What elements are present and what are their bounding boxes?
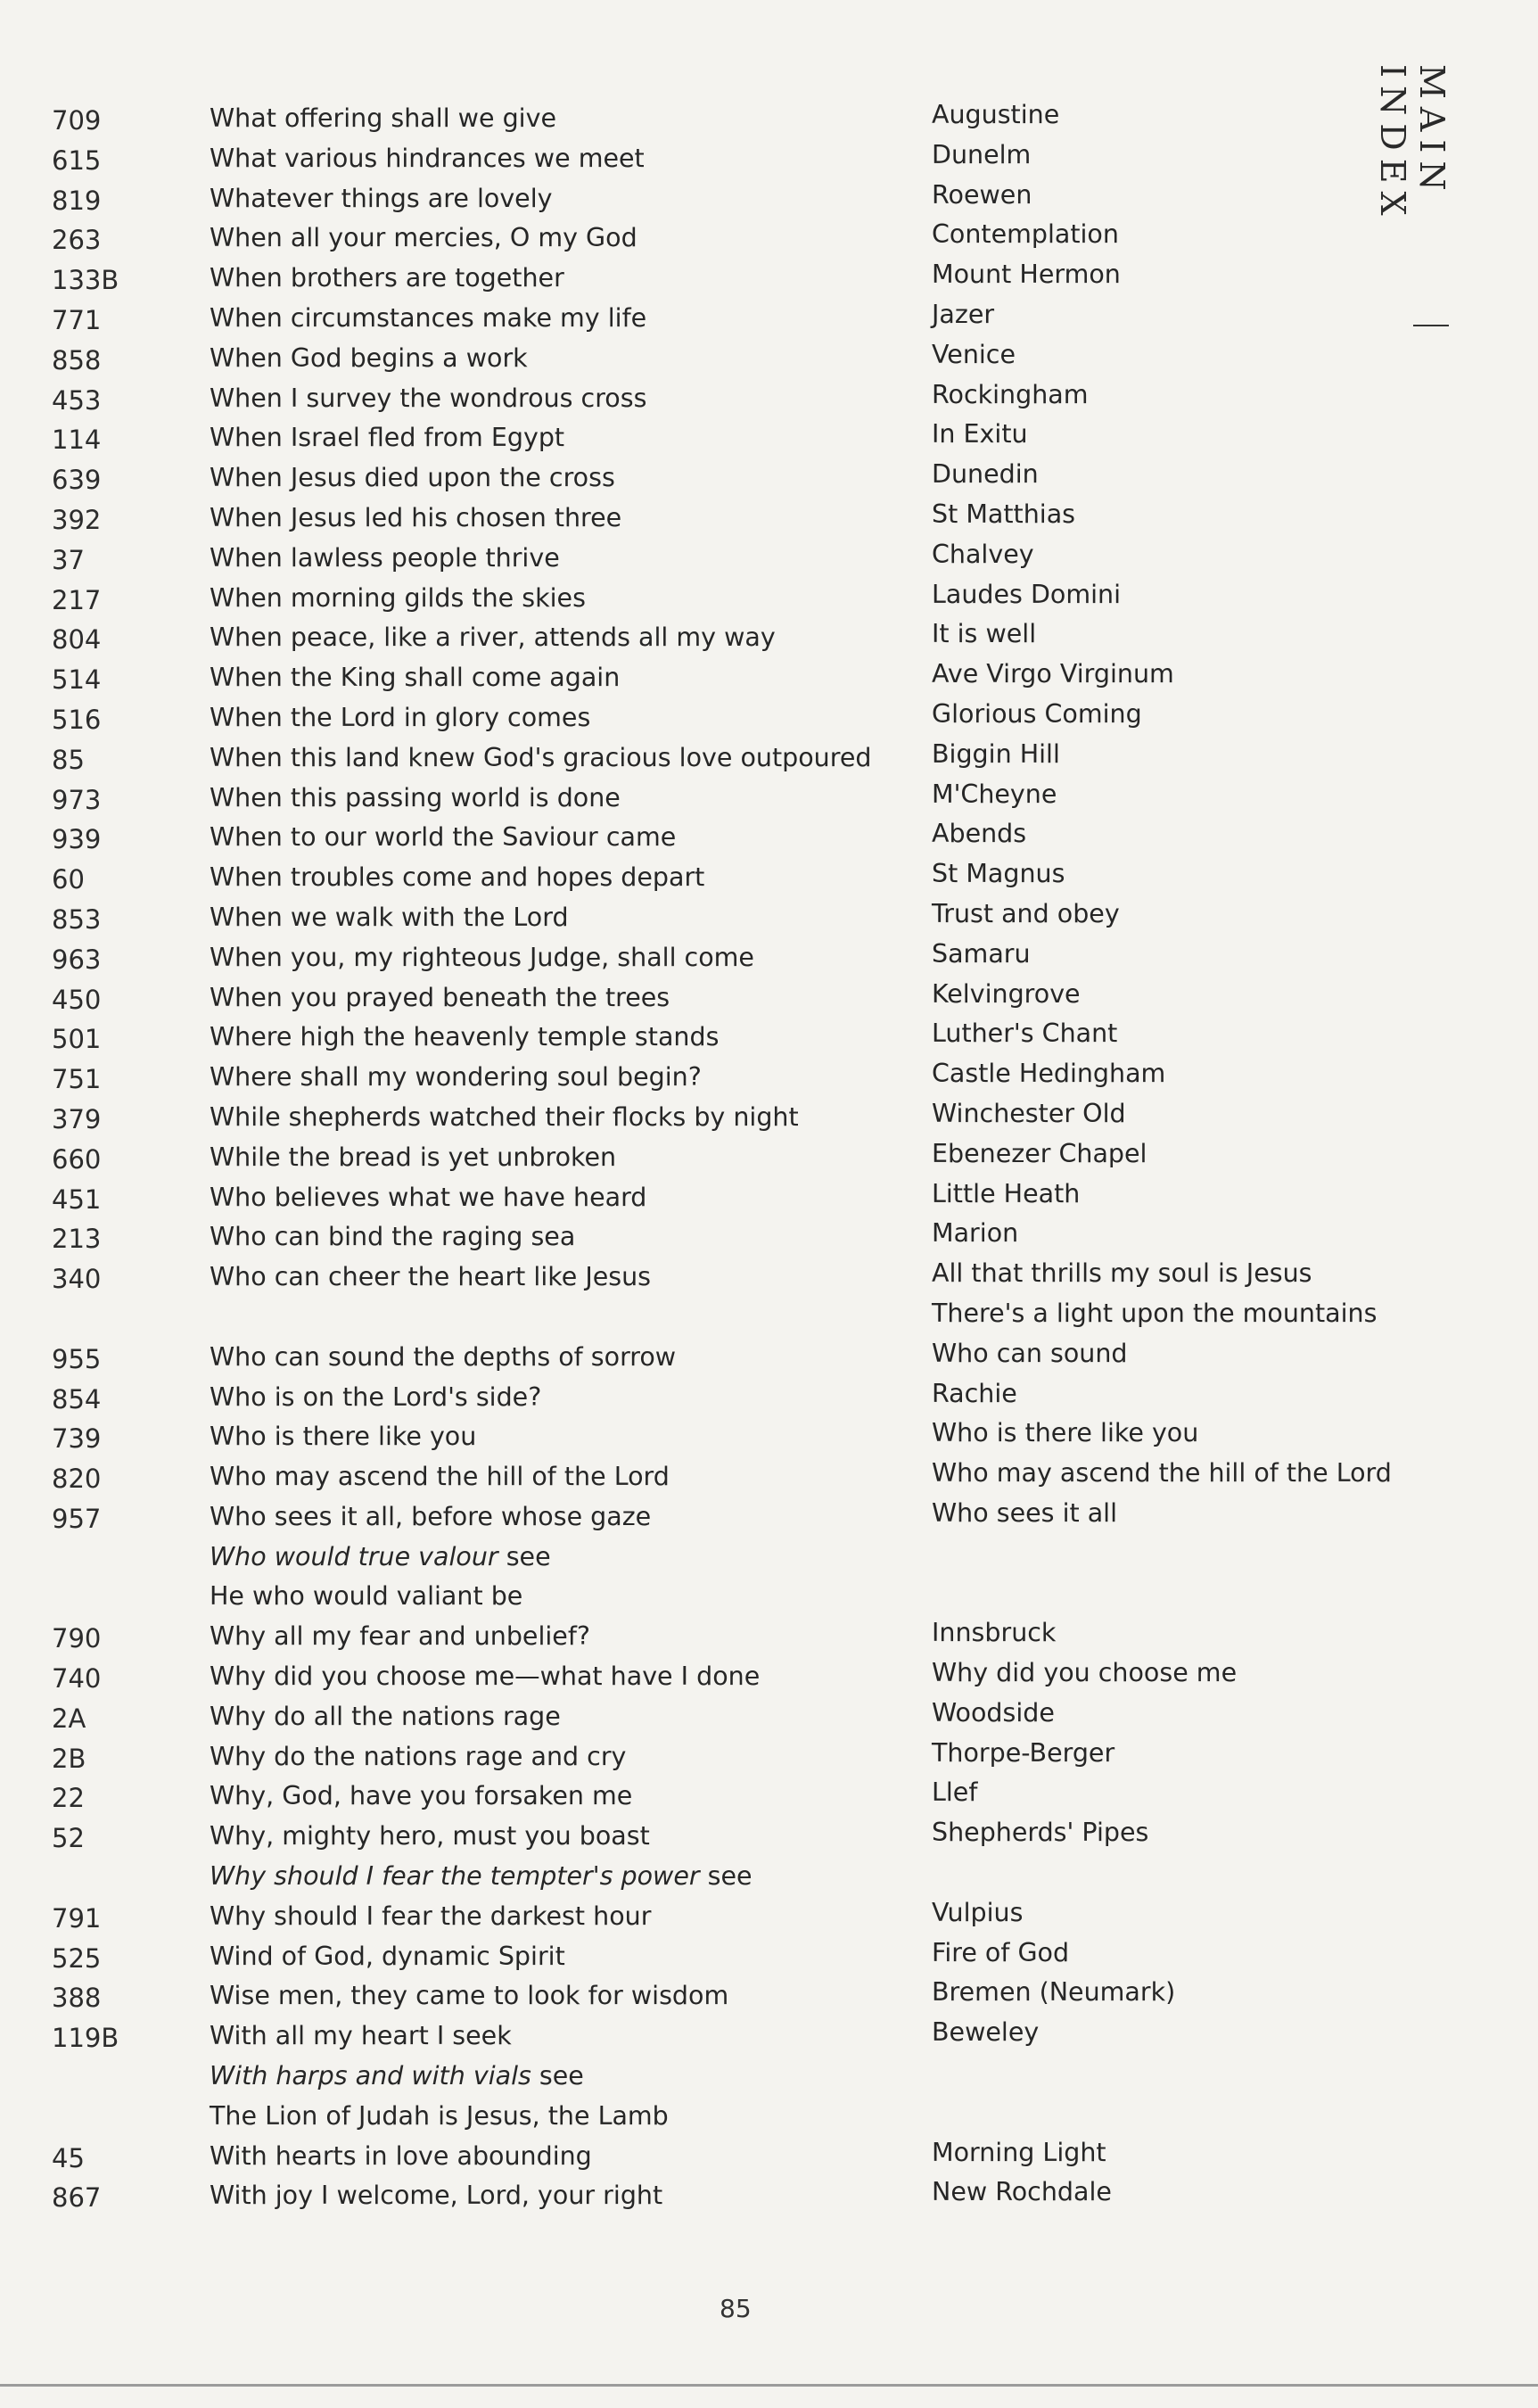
index-entry	[0, 580, 1538, 620]
tune-name: Rachie	[932, 1378, 1017, 1408]
hymn-number: 501	[52, 1024, 102, 1055]
index-entry	[0, 1858, 1538, 1898]
tune-name: Contemplation	[932, 219, 1119, 250]
first-line	[210, 1861, 753, 1891]
tune-name: Woodside	[932, 1697, 1055, 1728]
hymn-number: 740	[52, 1663, 102, 1695]
index-entry	[0, 1339, 1538, 1379]
tune-name: Shepherds' Pipes	[932, 1818, 1149, 1848]
index-entry	[0, 739, 1538, 779]
hymn-number: 854	[52, 1383, 102, 1414]
tune-name: Laudes Domini	[932, 579, 1121, 609]
tune-name: Augustine	[932, 100, 1060, 129]
index-entries	[0, 100, 1538, 2217]
tune-name: Morning Light	[932, 2137, 1106, 2167]
first-line: When to our world the Saviour came	[210, 822, 677, 853]
hymn-number: 819	[52, 185, 102, 216]
tune-name: Bremen (Neumark)	[932, 1977, 1176, 2008]
tune-name: Who sees it all	[932, 1497, 1118, 1528]
index-entry	[0, 1538, 1538, 1579]
tune-name: Ave Virgo Virginum	[932, 659, 1174, 689]
hymn-number: 340	[52, 1264, 102, 1295]
tune-name: Marion	[932, 1218, 1019, 1249]
tune-name: Glorious Coming	[932, 698, 1142, 729]
tune-name: Roewen	[932, 179, 1032, 210]
tune-name: Fire of God	[932, 1937, 1070, 1967]
page-edge	[0, 2384, 1538, 2387]
cross-reference-line: Why should I fear the tempter's power	[210, 1861, 700, 1892]
tune-name: There's a light upon the mountains	[932, 1298, 1378, 1328]
index-entry	[0, 140, 1538, 180]
first-line: Why, mighty hero, must you boast	[210, 1821, 650, 1851]
tune-name: M'Cheyne	[932, 779, 1057, 809]
first-line: Where shall my wondering soul begin?	[210, 1062, 702, 1093]
first-line: Who believes what we have heard	[210, 1182, 647, 1212]
see-reference: see	[498, 1541, 551, 1571]
hymn-number: 790	[52, 1623, 102, 1654]
tune-name: Who may ascend the hill of the Lord	[932, 1458, 1392, 1489]
hymn-number: 639	[52, 465, 102, 496]
hymn-number: 955	[52, 1343, 102, 1374]
index-entry	[0, 2098, 1538, 2138]
hymn-number: 525	[52, 1942, 102, 1974]
index-entry	[0, 1938, 1538, 1978]
first-line: When peace, like a river, attends all my way	[210, 623, 776, 653]
first-line: When we walk with the Lord	[210, 902, 569, 932]
hymn-number: 791	[52, 1902, 102, 1934]
first-line: Why do all the nations rage	[210, 1701, 561, 1731]
hymn-number: 379	[52, 1103, 102, 1134]
index-entry	[0, 819, 1538, 859]
hymn-number: 615	[52, 144, 102, 176]
tune-name: Dunedin	[932, 459, 1039, 490]
hymn-number: 22	[52, 1783, 85, 1814]
tune-name: Trust and obey	[932, 898, 1120, 928]
index-entry	[0, 1898, 1538, 1938]
see-reference: see	[530, 2061, 584, 2091]
index-entry	[0, 1299, 1538, 1339]
hymn-number: 263	[52, 225, 102, 256]
tune-name: Llef	[932, 1777, 978, 1808]
index-entry	[0, 1099, 1538, 1139]
first-line: When lawless people thrive	[210, 542, 560, 573]
tune-name: Rockingham	[932, 379, 1089, 409]
first-line: When Jesus led his chosen three	[210, 502, 622, 532]
index-entry	[0, 1578, 1538, 1618]
tune-name: New Rochdale	[932, 2177, 1112, 2207]
index-entry	[0, 1258, 1538, 1299]
first-line: Who can sound the depths of sorrow	[210, 1341, 677, 1372]
index-entry	[0, 1977, 1538, 2017]
index-entry	[0, 540, 1538, 580]
first-line: When Jesus died upon the cross	[210, 463, 615, 493]
first-line: Wind of God, dynamic Spirit	[210, 1941, 565, 1971]
first-line: Why, God, have you forsaken me	[210, 1781, 633, 1811]
hymn-number: 858	[52, 344, 102, 375]
tune-name: Dunelm	[932, 139, 1032, 169]
index-entry	[0, 659, 1538, 699]
hymn-number: 751	[52, 1064, 102, 1095]
cross-reference-line: With harps and with vials	[210, 2061, 531, 2091]
index-entry	[0, 1179, 1538, 1219]
index-entry	[0, 779, 1538, 820]
index-entry	[0, 859, 1538, 899]
tune-name: Chalvey	[932, 539, 1034, 569]
first-line: Why all my fear and unbelief?	[210, 1621, 590, 1652]
index-entry	[0, 1379, 1538, 1419]
first-line: When you, my righteous Judge, shall come	[210, 942, 754, 972]
tune-name: Luther's Chant	[932, 1018, 1118, 1049]
hymn-number: 388	[52, 1983, 102, 2014]
hymn-number: 2B	[52, 1743, 86, 1774]
index-entry	[0, 1777, 1538, 1818]
index-entry	[0, 419, 1538, 459]
index-entry	[0, 219, 1538, 260]
hymn-number: 660	[52, 1143, 102, 1175]
index-entry	[0, 380, 1538, 420]
hymn-number: 114	[52, 425, 102, 456]
tune-name: Winchester Old	[932, 1098, 1126, 1128]
first-line: When the Lord in glory comes	[210, 702, 591, 732]
first-line: When this land knew God's gracious love outpoured	[210, 742, 872, 772]
index-entry	[0, 2058, 1538, 2098]
first-line: Why should I fear the darkest hour	[210, 1901, 652, 1931]
tune-name: Castle Hedingham	[932, 1059, 1166, 1089]
index-entry	[0, 180, 1538, 220]
first-line: While the bread is yet unbroken	[210, 1142, 617, 1172]
first-line: When God begins a work	[210, 342, 528, 373]
first-line: Wise men, they came to look for wisdom	[210, 1981, 729, 2011]
first-line: When morning gilds the skies	[210, 582, 586, 613]
first-line: Who is there like you	[210, 1422, 477, 1452]
first-line: With hearts in love abounding	[210, 2140, 592, 2171]
index-entry	[0, 499, 1538, 540]
first-line	[210, 2061, 584, 2091]
first-line: The Lion of Judah is Jesus, the Lamb	[210, 2100, 669, 2131]
tune-name: Ebenezer Chapel	[932, 1138, 1147, 1168]
first-line	[210, 1542, 551, 1571]
hymn-number: 392	[52, 504, 102, 535]
tune-name: Who is there like you	[932, 1418, 1199, 1448]
index-entry	[0, 2138, 1538, 2178]
first-line: Why do the nations rage and cry	[210, 1741, 627, 1771]
first-line: While shepherds watched their flocks by night	[210, 1101, 799, 1132]
tune-name: Little Heath	[932, 1178, 1081, 1208]
index-entry	[0, 699, 1538, 739]
hymn-number: 2A	[52, 1703, 86, 1734]
hymn-number: 709	[52, 105, 102, 136]
index-entry	[0, 2017, 1538, 2058]
index-entry	[0, 1618, 1538, 1658]
index-entry	[0, 1418, 1538, 1458]
hymn-number: 820	[52, 1464, 102, 1495]
tune-name: St Matthias	[932, 499, 1076, 529]
tune-name: Biggin Hill	[932, 738, 1060, 769]
index-entry	[0, 100, 1538, 140]
hymn-number: 451	[52, 1183, 102, 1215]
index-entry	[0, 459, 1538, 499]
hymn-number: 963	[52, 944, 102, 975]
index-entry	[0, 1698, 1538, 1738]
index-entry	[0, 1458, 1538, 1498]
tune-name: Innsbruck	[932, 1618, 1057, 1648]
tune-name: In Exitu	[932, 419, 1028, 449]
first-line: Whatever things are lovely	[210, 183, 553, 213]
tune-name: Mount Hermon	[932, 260, 1121, 290]
tune-name: Vulpius	[932, 1897, 1024, 1927]
index-entry	[0, 1139, 1538, 1179]
first-line: Who can bind the raging sea	[210, 1222, 576, 1252]
index-entry	[0, 2177, 1538, 2217]
first-line: What various hindrances we meet	[210, 143, 645, 173]
index-entry	[0, 1059, 1538, 1099]
hymn-number: 60	[52, 864, 85, 895]
tune-name: Why did you choose me	[932, 1658, 1238, 1688]
first-line: When all your mercies, O my God	[210, 223, 637, 253]
hymn-number: 957	[52, 1503, 102, 1534]
tune-name: Venice	[932, 339, 1016, 369]
first-line: With joy I welcome, Lord, your right	[210, 2181, 663, 2211]
hymn-number: 85	[52, 744, 85, 775]
index-entry	[0, 1658, 1538, 1698]
index-entry	[0, 340, 1538, 380]
tune-name: All that thrills my soul is Jesus	[932, 1258, 1312, 1289]
first-line: He who would valiant be	[210, 1581, 523, 1612]
first-line: Who is on the Lord's side?	[210, 1381, 542, 1412]
hymn-number: 37	[52, 544, 85, 575]
first-line: When brothers are together	[210, 263, 564, 293]
hymn-number: 771	[52, 304, 102, 335]
tune-name: Abends	[932, 819, 1027, 849]
index-entry	[0, 899, 1538, 939]
first-line: Where high the heavenly temple stands	[210, 1022, 720, 1052]
index-entry	[0, 1498, 1538, 1538]
index-entry	[0, 619, 1538, 659]
first-line: When Israel fled from Egypt	[210, 423, 565, 453]
index-entry	[0, 1738, 1538, 1778]
first-line: When I survey the wondrous cross	[210, 383, 647, 413]
first-line: When circumstances make my life	[210, 302, 647, 333]
first-line: Who sees it all, before whose gaze	[210, 1501, 652, 1531]
hymn-number: 45	[52, 2142, 85, 2173]
hymn-number: 52	[52, 1823, 85, 1854]
index-entry	[0, 979, 1538, 1019]
hymn-number: 804	[52, 624, 102, 656]
tune-name: Who can sound	[932, 1338, 1128, 1368]
index-entry	[0, 1218, 1538, 1258]
index-entry	[0, 1818, 1538, 1858]
hymn-number: 514	[52, 664, 102, 696]
hymn-number: 939	[52, 824, 102, 855]
tune-name: Samaru	[932, 938, 1031, 969]
first-line: Who may ascend the hill of the Lord	[210, 1462, 670, 1492]
cross-reference-line: Who would true valour	[210, 1541, 498, 1571]
index-entry	[0, 939, 1538, 979]
see-reference: see	[699, 1861, 753, 1892]
section-title: MAIN INDEX	[1373, 64, 1452, 224]
first-line: With all my heart I seek	[210, 2021, 512, 2051]
hymn-number: 973	[52, 784, 102, 815]
hymn-number: 213	[52, 1224, 102, 1255]
page-number: 85	[720, 2294, 752, 2323]
tune-name: Kelvingrove	[932, 978, 1081, 1009]
first-line: When the King shall come again	[210, 663, 621, 693]
tune-name: Thorpe-Berger	[932, 1737, 1115, 1768]
hymn-number: 217	[52, 584, 102, 615]
index-entry	[0, 300, 1538, 340]
hymn-number: 739	[52, 1423, 102, 1455]
hymn-number: 133B	[52, 265, 119, 296]
first-line: When you prayed beneath the trees	[210, 982, 670, 1012]
hymn-number: 853	[52, 903, 102, 935]
tune-name: Jazer	[932, 299, 995, 329]
first-line: When troubles come and hopes depart	[210, 862, 705, 893]
hymn-number: 453	[52, 384, 102, 416]
hymn-number: 516	[52, 704, 102, 735]
first-line: When this passing world is done	[210, 782, 621, 812]
first-line: Why did you choose me—what have I done	[210, 1662, 761, 1692]
hymn-number: 119B	[52, 2023, 119, 2054]
hymn-number: 867	[52, 2182, 102, 2214]
index-entry	[0, 260, 1538, 300]
tune-name: St Magnus	[932, 859, 1065, 889]
first-line: What offering shall we give	[210, 103, 556, 133]
index-entry	[0, 1018, 1538, 1059]
first-line: Who can cheer the heart like Jesus	[210, 1262, 652, 1292]
tune-name: It is well	[932, 619, 1037, 649]
tune-name: Beweley	[932, 2017, 1040, 2048]
hymn-number: 450	[52, 984, 102, 1015]
